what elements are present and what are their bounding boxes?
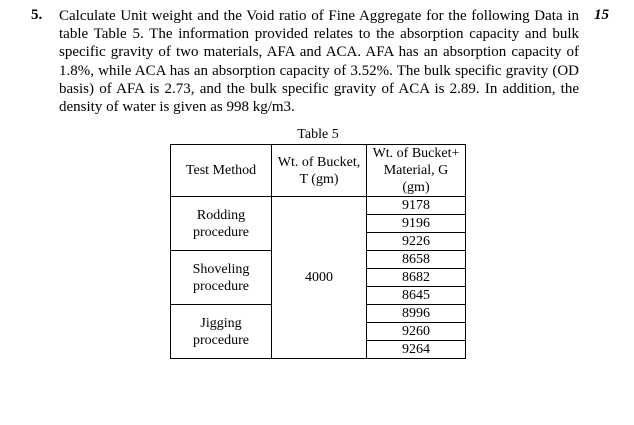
method-jigging: [171, 305, 272, 359]
header-bucket-weight: [272, 145, 367, 197]
header-test-method-label: Test Method: [185, 163, 257, 178]
material-weight-cell: 9178: [367, 197, 466, 215]
header-bucket-line1: Wt. of Bucket,: [277, 154, 361, 170]
header-material-line2: Material, G: [383, 163, 449, 178]
table-caption: Table 5: [297, 127, 339, 142]
material-weight-cell: 8682: [367, 269, 466, 287]
method-rodding-line1: Rodding: [196, 207, 246, 223]
data-table: [170, 144, 466, 359]
table-row: [171, 197, 466, 215]
method-rodding: [171, 197, 272, 251]
bucket-weight-value: 4000: [272, 197, 367, 359]
material-weight-cell: 8658: [367, 251, 466, 269]
method-jigging-line1: Jigging: [200, 315, 242, 331]
header-test-method: [171, 145, 272, 197]
question-marks: 15: [594, 7, 609, 23]
question-number: 5.: [31, 7, 43, 23]
header-material-line1: Wt. of Bucket+: [372, 146, 460, 161]
method-shoveling-line1: Shoveling: [192, 261, 250, 277]
material-weight-cell: 9264: [367, 341, 466, 359]
material-weight-cell: 9226: [367, 233, 466, 251]
material-weight-cell: 8645: [367, 287, 466, 305]
material-weight-cell: 8996: [367, 305, 466, 323]
method-rodding-line2: procedure: [193, 224, 249, 240]
header-bucket-line2: T (gm): [299, 171, 339, 187]
table-header-row: [171, 145, 466, 197]
header-material-weight: [367, 145, 466, 197]
material-weight-cell: 9260: [367, 323, 466, 341]
method-shoveling: [171, 251, 272, 305]
method-jigging-line2: procedure: [193, 332, 249, 348]
material-weight-cell: 9196: [367, 215, 466, 233]
header-material-line3: (gm): [402, 180, 430, 195]
question-text: Calculate Unit weight and the Void ratio of Fine Aggregate for the following Data in table Table 5. The information provided relates to the absorption capacity and bulk specific gravity of two materials, AFA and ACA. AFA has an absorption capacity of 1.8%, while ACA has an absorption capacity of 3.52%. The bulk specific gravity (OD basis) of AFA is 2.73, and the bulk specific gravity of ACA is 2.89. In addition, the density of water is given as 998 kg/m3.: [59, 8, 579, 116]
method-shoveling-line2: procedure: [193, 278, 249, 294]
